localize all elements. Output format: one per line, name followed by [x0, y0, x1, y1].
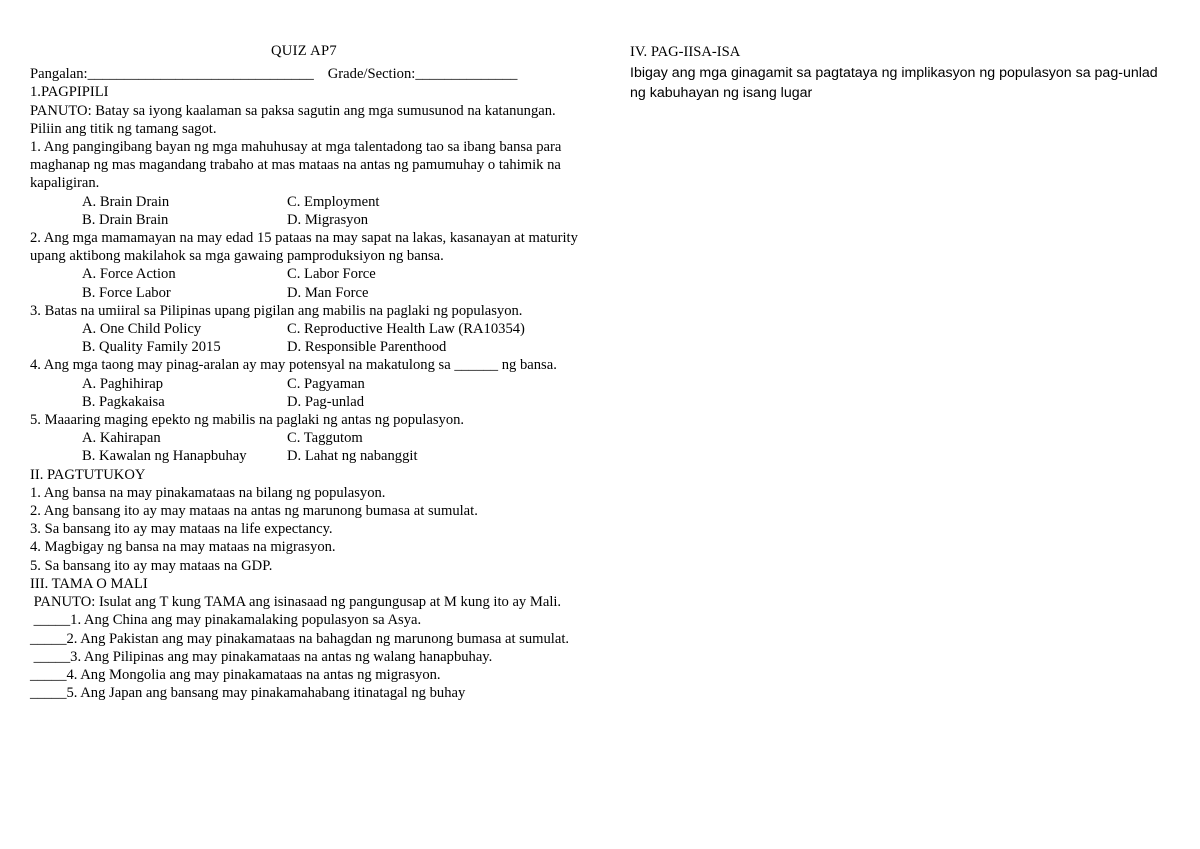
section2-heading: II. PAGTUTUKOY: [30, 466, 146, 483]
true-false-item: _____2. Ang Pakistan ang may pinakamataas na bahagdan ng marunong bumasa at sumulat.: [30, 630, 570, 647]
choice-row: [82, 211, 578, 229]
pangalan-label: Pangalan:: [30, 66, 88, 83]
true-false-item: _____5. Ang Japan ang bansang may pinakamahabang itinatagal ng buhay: [30, 685, 466, 702]
question-choices: [30, 193, 578, 229]
choice-option: C. Taggutom: [287, 430, 363, 447]
grade-section-label: Grade/Section:: [327, 66, 416, 83]
identification-item: 2. Ang bansang ito ay may mataas na antas ng marunong bumasa at sumulat.: [30, 503, 478, 520]
section1-instructions: PANUTO: Batay sa iyong kaalaman sa paksa sagutin ang mga sumusunod na katanungan. Piliin ang titik ng tamang sagot.: [30, 102, 560, 137]
identification-item: 5. Sa bansang ito ay may mataas na GDP.: [30, 557, 273, 574]
choice-option: D. Responsible Parenthood: [287, 339, 447, 356]
choice-option: D. Pag-unlad: [287, 393, 365, 410]
choice-option: D. Migrasyon: [287, 211, 369, 228]
question-text: 4. Ang mga taong may pinag-aralan ay may potensyal na makatulong sa ______ ng bansa.: [30, 357, 557, 374]
choice-row: [82, 429, 578, 447]
choice-option: B. Drain Brain: [82, 211, 169, 228]
choice-row: [82, 447, 578, 465]
choice-option: C. Labor Force: [287, 266, 376, 283]
choice-option: B. Quality Family 2015: [82, 339, 221, 356]
section4-heading: IV. PAG-IISA-ISA: [630, 44, 741, 60]
choice-option: D. Lahat ng nabanggit: [287, 448, 418, 465]
choice-row: [82, 193, 578, 211]
section3-heading: III. TAMA O MALI: [30, 575, 148, 592]
choice-option: A. Force Action: [82, 266, 176, 283]
question-text: 2. Ang mga mamamayan na may edad 15 pataas na may sapat na lakas, kasanayan at maturity upang aktibong makilahok sa mga gawaing pamproduksiyon ng bansa.: [30, 230, 582, 265]
left-column: [30, 42, 582, 702]
question-choices: [30, 320, 578, 356]
section1-heading: 1.PAGPIPILI: [30, 84, 109, 101]
true-false-item: _____1. Ang China ang may pinakamalaking populasyon sa Asya.: [30, 612, 422, 629]
identification-item: 3. Sa bansang ito ay may mataas na life expectancy.: [30, 521, 333, 538]
section3-instructions: PANUTO: Isulat ang T kung TAMA ang isinasaad ng pangungusap at M kung ito ay Mali.: [30, 594, 562, 611]
grade-section-blank: ______________: [415, 66, 518, 83]
choice-row: [82, 284, 578, 302]
identification-item: 4. Magbigay ng bansa na may mataas na migrasyon.: [30, 539, 336, 556]
choice-option: A. Kahirapan: [82, 430, 161, 447]
choice-option: B. Pagkakaisa: [82, 393, 165, 410]
name-grade-line: [30, 65, 578, 83]
choice-option: B. Force Labor: [82, 284, 171, 301]
choice-option: B. Kawalan ng Hanapbuhay: [82, 448, 247, 465]
choice-option: A. One Child Policy: [82, 321, 202, 338]
section4-instructions: Ibigay ang mga ginagamit sa pagtataya ng implikasyon ng populasyon sa pag-unlad ng kabuhayan ng isang lugar: [630, 64, 1162, 101]
question-text: 1. Ang pangingibang bayan ng mga mahuhusay at mga talentadong tao sa ibang bansa para maghanap ng mas magandang trabaho at mas mataas na antas ng pamumuhay o tahimik na kapaligiran.: [30, 139, 565, 192]
question-text: 3. Batas na umiiral sa Pilipinas upang pigilan ang mabilis na paglaki ng populasyon.: [30, 302, 523, 319]
question-choices: [30, 429, 578, 465]
choice-option: C. Reproductive Health Law (RA10354): [287, 321, 525, 338]
choice-row: [82, 338, 578, 356]
choice-option: D. Man Force: [287, 284, 369, 301]
right-column: [630, 42, 1162, 702]
choice-row: [82, 393, 578, 411]
choice-row: [82, 265, 578, 283]
choice-option: A. Brain Drain: [82, 193, 170, 210]
page-title: QUIZ AP7: [270, 43, 338, 59]
choice-option: A. Paghihirap: [82, 375, 164, 392]
pangalan-blank: _______________________________: [87, 66, 314, 83]
true-false-item: _____3. Ang Pilipinas ang may pinakamataas na antas ng walang hanapbuhay.: [30, 648, 493, 665]
choice-row: [82, 320, 578, 338]
identification-item: 1. Ang bansa na may pinakamataas na bilang ng populasyon.: [30, 484, 386, 501]
choice-option: C. Pagyaman: [287, 375, 365, 392]
choice-option: C. Employment: [287, 193, 380, 210]
true-false-item: _____4. Ang Mongolia ang may pinakamataas na antas ng migrasyon.: [30, 666, 441, 683]
question-choices: [30, 265, 578, 301]
question-text: 5. Maaaring maging epekto ng mabilis na paglaki ng antas ng populasyon.: [30, 412, 465, 429]
question-choices: [30, 375, 578, 411]
choice-row: [82, 375, 578, 393]
